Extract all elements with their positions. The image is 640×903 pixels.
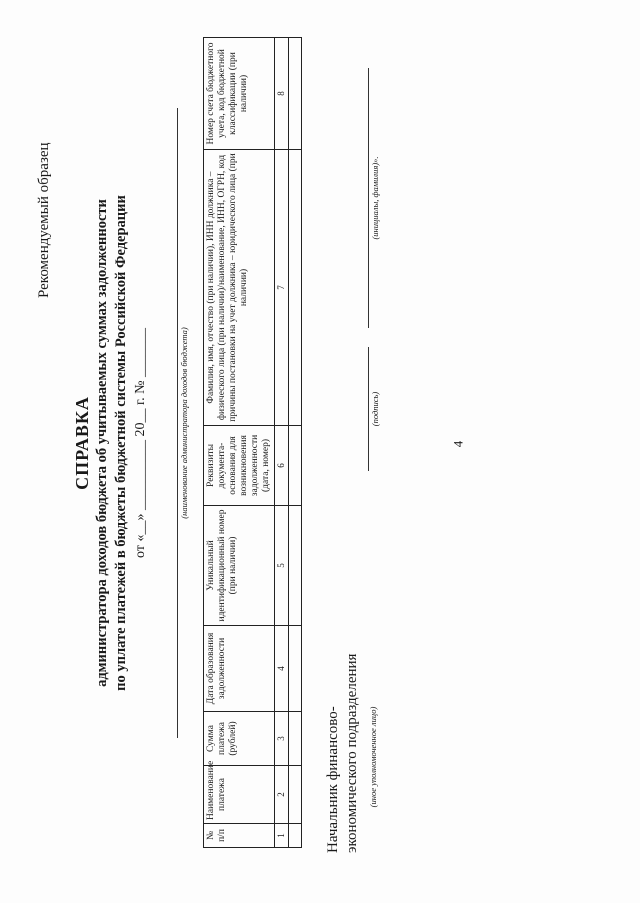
column-number: 1 <box>275 824 289 848</box>
empty-cell <box>289 626 302 712</box>
signature-caption: (подпись) <box>370 391 380 427</box>
empty-cell <box>289 712 302 766</box>
title-line-2: по уплате платежей в бюджеты бюджетной системы Российской Федерации <box>113 195 129 691</box>
column-number: 4 <box>275 626 289 712</box>
table-header-row <box>204 38 275 848</box>
column-number: 3 <box>275 712 289 766</box>
column-number: 8 <box>275 38 289 150</box>
document-title-block <box>72 183 151 703</box>
header-cell-debtor-info: Фамилия, имя, отчество (при наличии), ИНН должника – физического лица (при наличии)/наименование, ИНН, ОГРН, код причины постановки на учет должника – юридического лица (при наличии) <box>204 150 275 426</box>
header-cell-payment-amount: Сумма платежа (рублей) <box>204 712 275 766</box>
recommended-sample-label: Рекомендуемый образец <box>36 142 52 298</box>
column-number: 2 <box>275 766 289 824</box>
signatory-title <box>324 654 362 853</box>
table-column-numbers-row <box>275 38 289 848</box>
name-caption: (инициалы, фамилия)». <box>370 156 380 240</box>
header-cell-unique-id: Уникальный идентификационный номер (при наличии) <box>204 506 275 626</box>
signature-line <box>368 347 369 471</box>
header-cell-number: № п/п <box>204 824 275 848</box>
name-line <box>368 68 369 328</box>
column-number: 6 <box>275 426 289 506</box>
signatory-person-caption: (иное уполномоченное лицо) <box>368 706 378 808</box>
header-cell-account-number: Номер счета бюджетного учета, код бюджетной классификации (при наличии) <box>204 38 275 150</box>
header-cell-document-details: Реквизиты документа-основания для возникновения задолженности (дата, номер) <box>204 426 275 506</box>
title-line-1: администратора доходов бюджета об учитываемых суммах задолженности <box>94 199 110 687</box>
table-empty-row <box>289 38 302 848</box>
header-cell-debt-date: Дата образования задолженности <box>204 626 275 712</box>
header-cell-payment-name: Наименование платежа <box>204 766 275 824</box>
debt-register-table <box>203 37 302 848</box>
admin-name-caption: (наименование администратора доходов бюджета) <box>179 327 189 519</box>
empty-cell <box>289 426 302 506</box>
document-title: СПРАВКА <box>72 396 92 490</box>
signatory-title-line-1: Начальник финансово- <box>325 706 341 853</box>
column-number: 5 <box>275 506 289 626</box>
page-number: 4 <box>450 440 466 448</box>
empty-cell <box>289 38 302 150</box>
admin-name-line <box>177 108 178 738</box>
empty-cell <box>289 506 302 626</box>
signatory-title-line-2: экономического подразделения <box>344 653 360 853</box>
date-number-line: от «__» __________ 20__ г. № _______ <box>133 328 148 558</box>
empty-cell <box>289 150 302 426</box>
empty-cell <box>289 766 302 824</box>
empty-cell <box>289 824 302 848</box>
column-number: 7 <box>275 150 289 426</box>
